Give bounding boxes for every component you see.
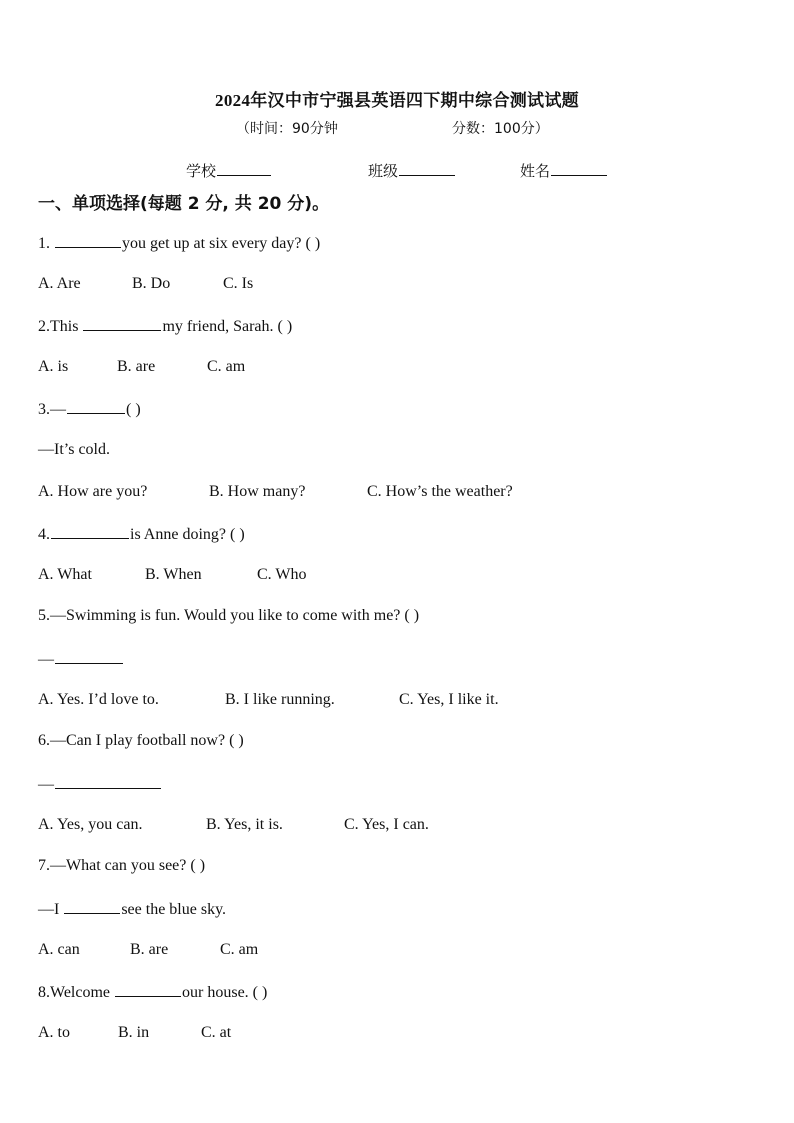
- question-4: [38, 524, 245, 544]
- option-c[interactable]: C. am: [220, 941, 259, 958]
- option-c[interactable]: C. am: [207, 358, 246, 375]
- question-number: 3.—: [38, 401, 66, 418]
- reply-text: see the blue sky.: [121, 901, 227, 918]
- question-number: 4.: [38, 526, 50, 543]
- answer-blank[interactable]: [67, 399, 125, 414]
- option-c[interactable]: C. How’s the weather?: [367, 483, 513, 500]
- answer-blank[interactable]: [51, 524, 129, 539]
- answer-blank[interactable]: [55, 233, 121, 248]
- question-7: 7.—What can you see? ( ): [38, 857, 206, 874]
- question-number: 1.: [38, 235, 54, 252]
- question-1: [38, 233, 320, 253]
- reply-line: [38, 649, 124, 669]
- question-5: 5.—Swimming is fun. Would you like to come with me? ( ): [38, 607, 420, 624]
- option-c[interactable]: C. at: [201, 1024, 232, 1041]
- exam-score: 分数：100分）: [452, 121, 549, 137]
- answer-blank[interactable]: [64, 899, 120, 914]
- question-8: [38, 982, 267, 1002]
- option-b[interactable]: B. are: [130, 941, 169, 958]
- section-title: 一、单项选择(每题 2 分, 共 20 分)。: [38, 194, 330, 214]
- option-b[interactable]: B. When: [145, 566, 202, 583]
- option-a[interactable]: A. Yes. I’d love to.: [38, 691, 159, 708]
- option-a[interactable]: A. to: [38, 1024, 70, 1041]
- school-blank[interactable]: [217, 161, 271, 176]
- option-b[interactable]: B. Do: [132, 275, 171, 292]
- option-a[interactable]: A. What: [38, 566, 92, 583]
- question-number: 8.Welcome: [38, 984, 115, 1001]
- question-2: [38, 316, 292, 336]
- answer-blank[interactable]: [115, 982, 181, 997]
- reply-dash: —: [38, 651, 54, 668]
- option-a[interactable]: A. Yes, you can.: [38, 816, 143, 833]
- option-b[interactable]: B. in: [118, 1024, 150, 1041]
- school-label: 学校: [186, 162, 217, 180]
- name-blank[interactable]: [551, 161, 607, 176]
- option-b[interactable]: B. I like running.: [225, 691, 335, 708]
- answer-blank[interactable]: [83, 316, 161, 331]
- option-c[interactable]: C. Is: [223, 275, 254, 292]
- option-a[interactable]: A. Are: [38, 275, 81, 292]
- question-3: [38, 399, 141, 419]
- question-text: is Anne doing? ( ): [130, 526, 245, 543]
- question-number: 2.This: [38, 318, 83, 335]
- name-field: [520, 160, 608, 181]
- reply-line: —It’s cold.: [38, 441, 110, 458]
- answer-blank[interactable]: [55, 774, 161, 789]
- question-text: my friend, Sarah. ( ): [162, 318, 293, 335]
- option-b[interactable]: B. are: [117, 358, 156, 375]
- exam-time: （时间：90分钟: [236, 121, 338, 137]
- reply-dash: —: [38, 776, 54, 793]
- name-label: 姓名: [520, 162, 551, 180]
- option-a[interactable]: A. How are you?: [38, 483, 148, 500]
- option-b[interactable]: B. How many?: [209, 483, 306, 500]
- class-label: 班级: [368, 162, 399, 180]
- reply-line: [38, 774, 162, 794]
- option-a[interactable]: A. can: [38, 941, 80, 958]
- reply-line: [38, 899, 226, 919]
- question-text: our house. ( ): [182, 984, 268, 1001]
- answer-blank[interactable]: [55, 649, 123, 664]
- option-c[interactable]: C. Yes, I like it.: [399, 691, 499, 708]
- option-c[interactable]: C. Yes, I can.: [344, 816, 429, 833]
- school-field: [186, 160, 272, 181]
- option-c[interactable]: C. Who: [257, 566, 307, 583]
- question-text: you get up at six every day? ( ): [122, 235, 321, 252]
- question-6: 6.—Can I play football now? ( ): [38, 732, 244, 749]
- page-title: 2024年汉中市宁强县英语四下期中综合测试试题: [215, 91, 579, 110]
- question-text: ( ): [126, 401, 141, 418]
- option-b[interactable]: B. Yes, it is.: [206, 816, 283, 833]
- reply-text: —I: [38, 901, 64, 918]
- option-a[interactable]: A. is: [38, 358, 69, 375]
- class-blank[interactable]: [399, 161, 455, 176]
- class-field: [368, 160, 456, 181]
